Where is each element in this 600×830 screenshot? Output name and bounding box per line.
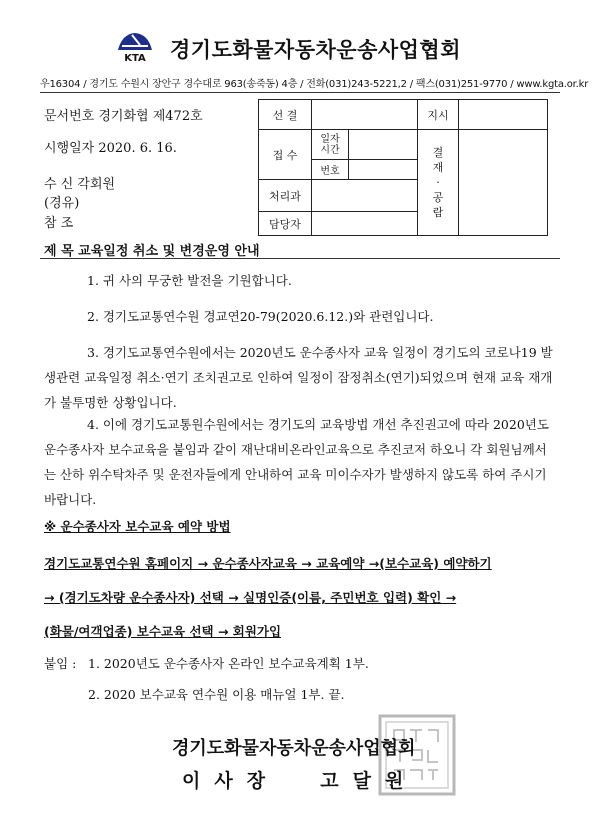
top-divider bbox=[40, 92, 560, 93]
attachment-item-1: 1. 2020년도 운수종사자 온라인 보수교육계획 1부. bbox=[88, 656, 369, 671]
kta-logo-icon bbox=[112, 30, 158, 64]
cell-gyeoljae: 결 재 · 공 람 bbox=[418, 130, 459, 236]
cell-gyeoljae-value bbox=[459, 130, 548, 236]
footer-chairman: 이사장 고달원 bbox=[182, 770, 418, 792]
org-title: 경기도화물자동차운송사업협회 bbox=[170, 38, 462, 62]
cell-jisi: 지시 bbox=[418, 100, 459, 130]
howto-line-1: 경기도교통연수원 홈페이지 → 운수종사자교육 → 교육예약 →(보수교육) 예약하기 bbox=[44, 556, 492, 571]
via: (경유) bbox=[44, 196, 80, 211]
issue-date: 시행일자 2020. 6. 16. bbox=[44, 141, 177, 156]
cell-ilja-sigan: 일자 시간 bbox=[312, 130, 349, 160]
paragraph-1: 1. 귀 사의 무궁한 발전을 기원합니다. bbox=[87, 273, 292, 288]
reference: 참 조 bbox=[44, 216, 74, 231]
contact-info: 우16304 / 경기도 수원시 장안구 경수대로 963(송죽동) 4층 / 전화(031)243-5221,2 / 팩스(031)251-9770 / www.kgta.or.kr bbox=[40, 79, 589, 90]
cell-damdangja: 담당자 bbox=[259, 212, 312, 236]
howto-line-2: → (경기도차량 운수종사자) 선택 → 실명인증(이름, 주민번호 입력) 확인 → bbox=[44, 590, 457, 605]
howto-line-3: (화물/여객업종) 보수교육 선택 → 회원가입 bbox=[44, 624, 282, 639]
paragraph-4: 4. 이에 경기도교통원수원에서는 경기도의 교육방법 개선 추진권고에 따라 2020년도 운수종사자 보수교육을 붙임과 같이 재난대비온라인교육으로 추진코저 하오니 각 회원님께서는 산하 위수탁차주 및 운전자들에게 안내하여 교육 미이수자가 발생하지 않도록 하여 주시기 바랍니다. bbox=[44, 417, 549, 507]
cell-jisi-value bbox=[459, 100, 548, 130]
recipient: 수 신 각회원 bbox=[44, 177, 116, 192]
cell-cheorigwa: 처리과 bbox=[259, 180, 312, 212]
subject-divider bbox=[40, 258, 560, 259]
cell-seongyeol-value bbox=[312, 100, 418, 130]
subject-line: 제 목 교육일정 취소 및 변경운영 안내 bbox=[44, 244, 260, 259]
logo-text: KTA bbox=[124, 53, 146, 64]
paragraph-3: 3. 경기도교통연수원에서는 2020년도 운수종사자 교육 일정이 경기도의 코로나19 발생관련 교육일정 취소·연기 조치권고로 인하여 일정이 잠정취소(연기)되었으며 현재 교육 재개가 불투명한 상황입니다. bbox=[44, 345, 553, 410]
attachment-label: 붙임 : bbox=[44, 656, 77, 671]
cell-jeopsu: 접 수 bbox=[259, 130, 312, 180]
howto-title: ※ 운수종사자 보수교육 예약 방법 bbox=[44, 519, 231, 534]
cell-seongyeol: 선 결 bbox=[259, 100, 312, 130]
approval-table bbox=[258, 99, 548, 236]
attachment-item-2: 2. 2020 보수교육 연수원 이용 매뉴얼 1부. 끝. bbox=[88, 687, 345, 702]
paragraph-2: 2. 경기도교통연수원 경교연20-79(2020.6.12.)와 관련입니다. bbox=[87, 309, 434, 324]
doc-number: 문서번호 경기화협 제472호 bbox=[44, 109, 203, 124]
cell-beonho: 번호 bbox=[312, 160, 349, 180]
footer-org-name: 경기도화물자동차운송사업협회 bbox=[172, 738, 416, 759]
